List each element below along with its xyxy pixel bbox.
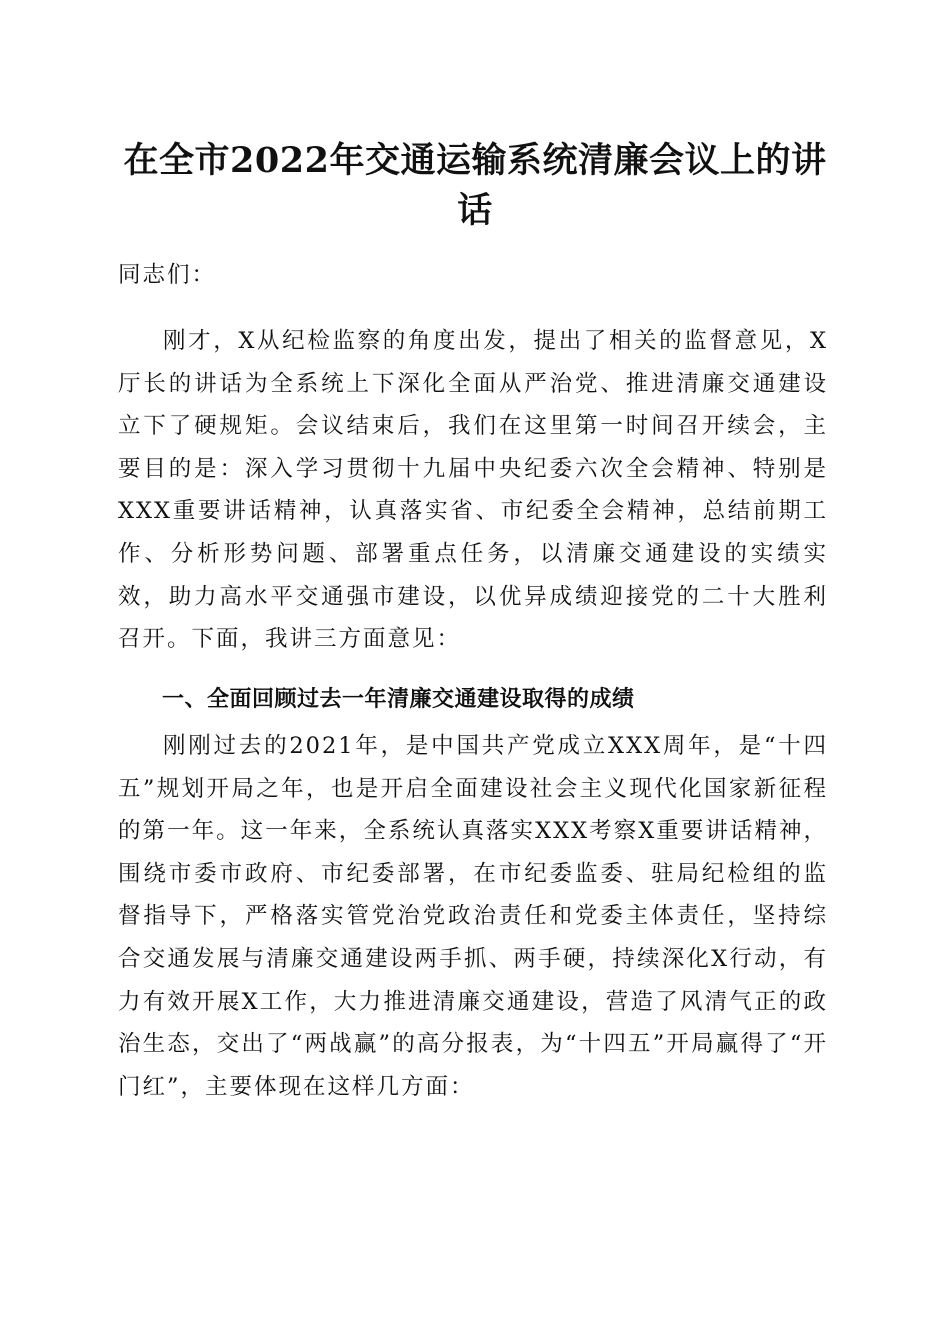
paragraph-review: 刚刚过去的2021年，是中国共产党成立XXX周年，是“十四五”规划开局之年，也是开启全面建设社会主义现代化国家新征程的第一年。这一年来，全系统认真落实XXX考察X重要讲话精神，围绕市委市政府、市纪委部署，在市纪委监委、驻局纪检组的监督指导下，严格落实管党治党政治责任和党委主体责任，坚持综合交通发展与清廉交通建设两手抓、两手硬，持续深化X行动，有力有效开展X工作，大力推进清廉交通建设，营造了风清气正的政治生态，交出了“两战赢”的高分报表，为“十四五”开局赢得了“开门红”，主要体现在这样几方面： (118, 733, 828, 1100)
document-title: 在全市2022年交通运输系统清廉会议上的讲话 (123, 140, 827, 231)
section-heading-1: 一、全面回顾过去一年清廉交通建设取得的成绩 (162, 687, 635, 712)
salutation: 同志们： (118, 262, 217, 288)
paragraph-opening: 刚才，X从纪检监察的角度出发，提出了相关的监督意见，X厅长的讲话为全系统上下深化全面从严治党、推进清廉交通建设立下了硬规矩。会议结束后，我们在这里第一时间召开续会，主要目的是：深入学习贯彻十九届中央纪委六次全会精神、特别是XXX重要讲话精神，认真落实省、市纪委全会精神，总结前期工作、分析形势问题、部署重点任务，以清廉交通建设的实绩实效，助力高水平交通强市建设，以优异成绩迎接党的二十大胜利召开。下面，我讲三方面意见： (118, 328, 828, 653)
